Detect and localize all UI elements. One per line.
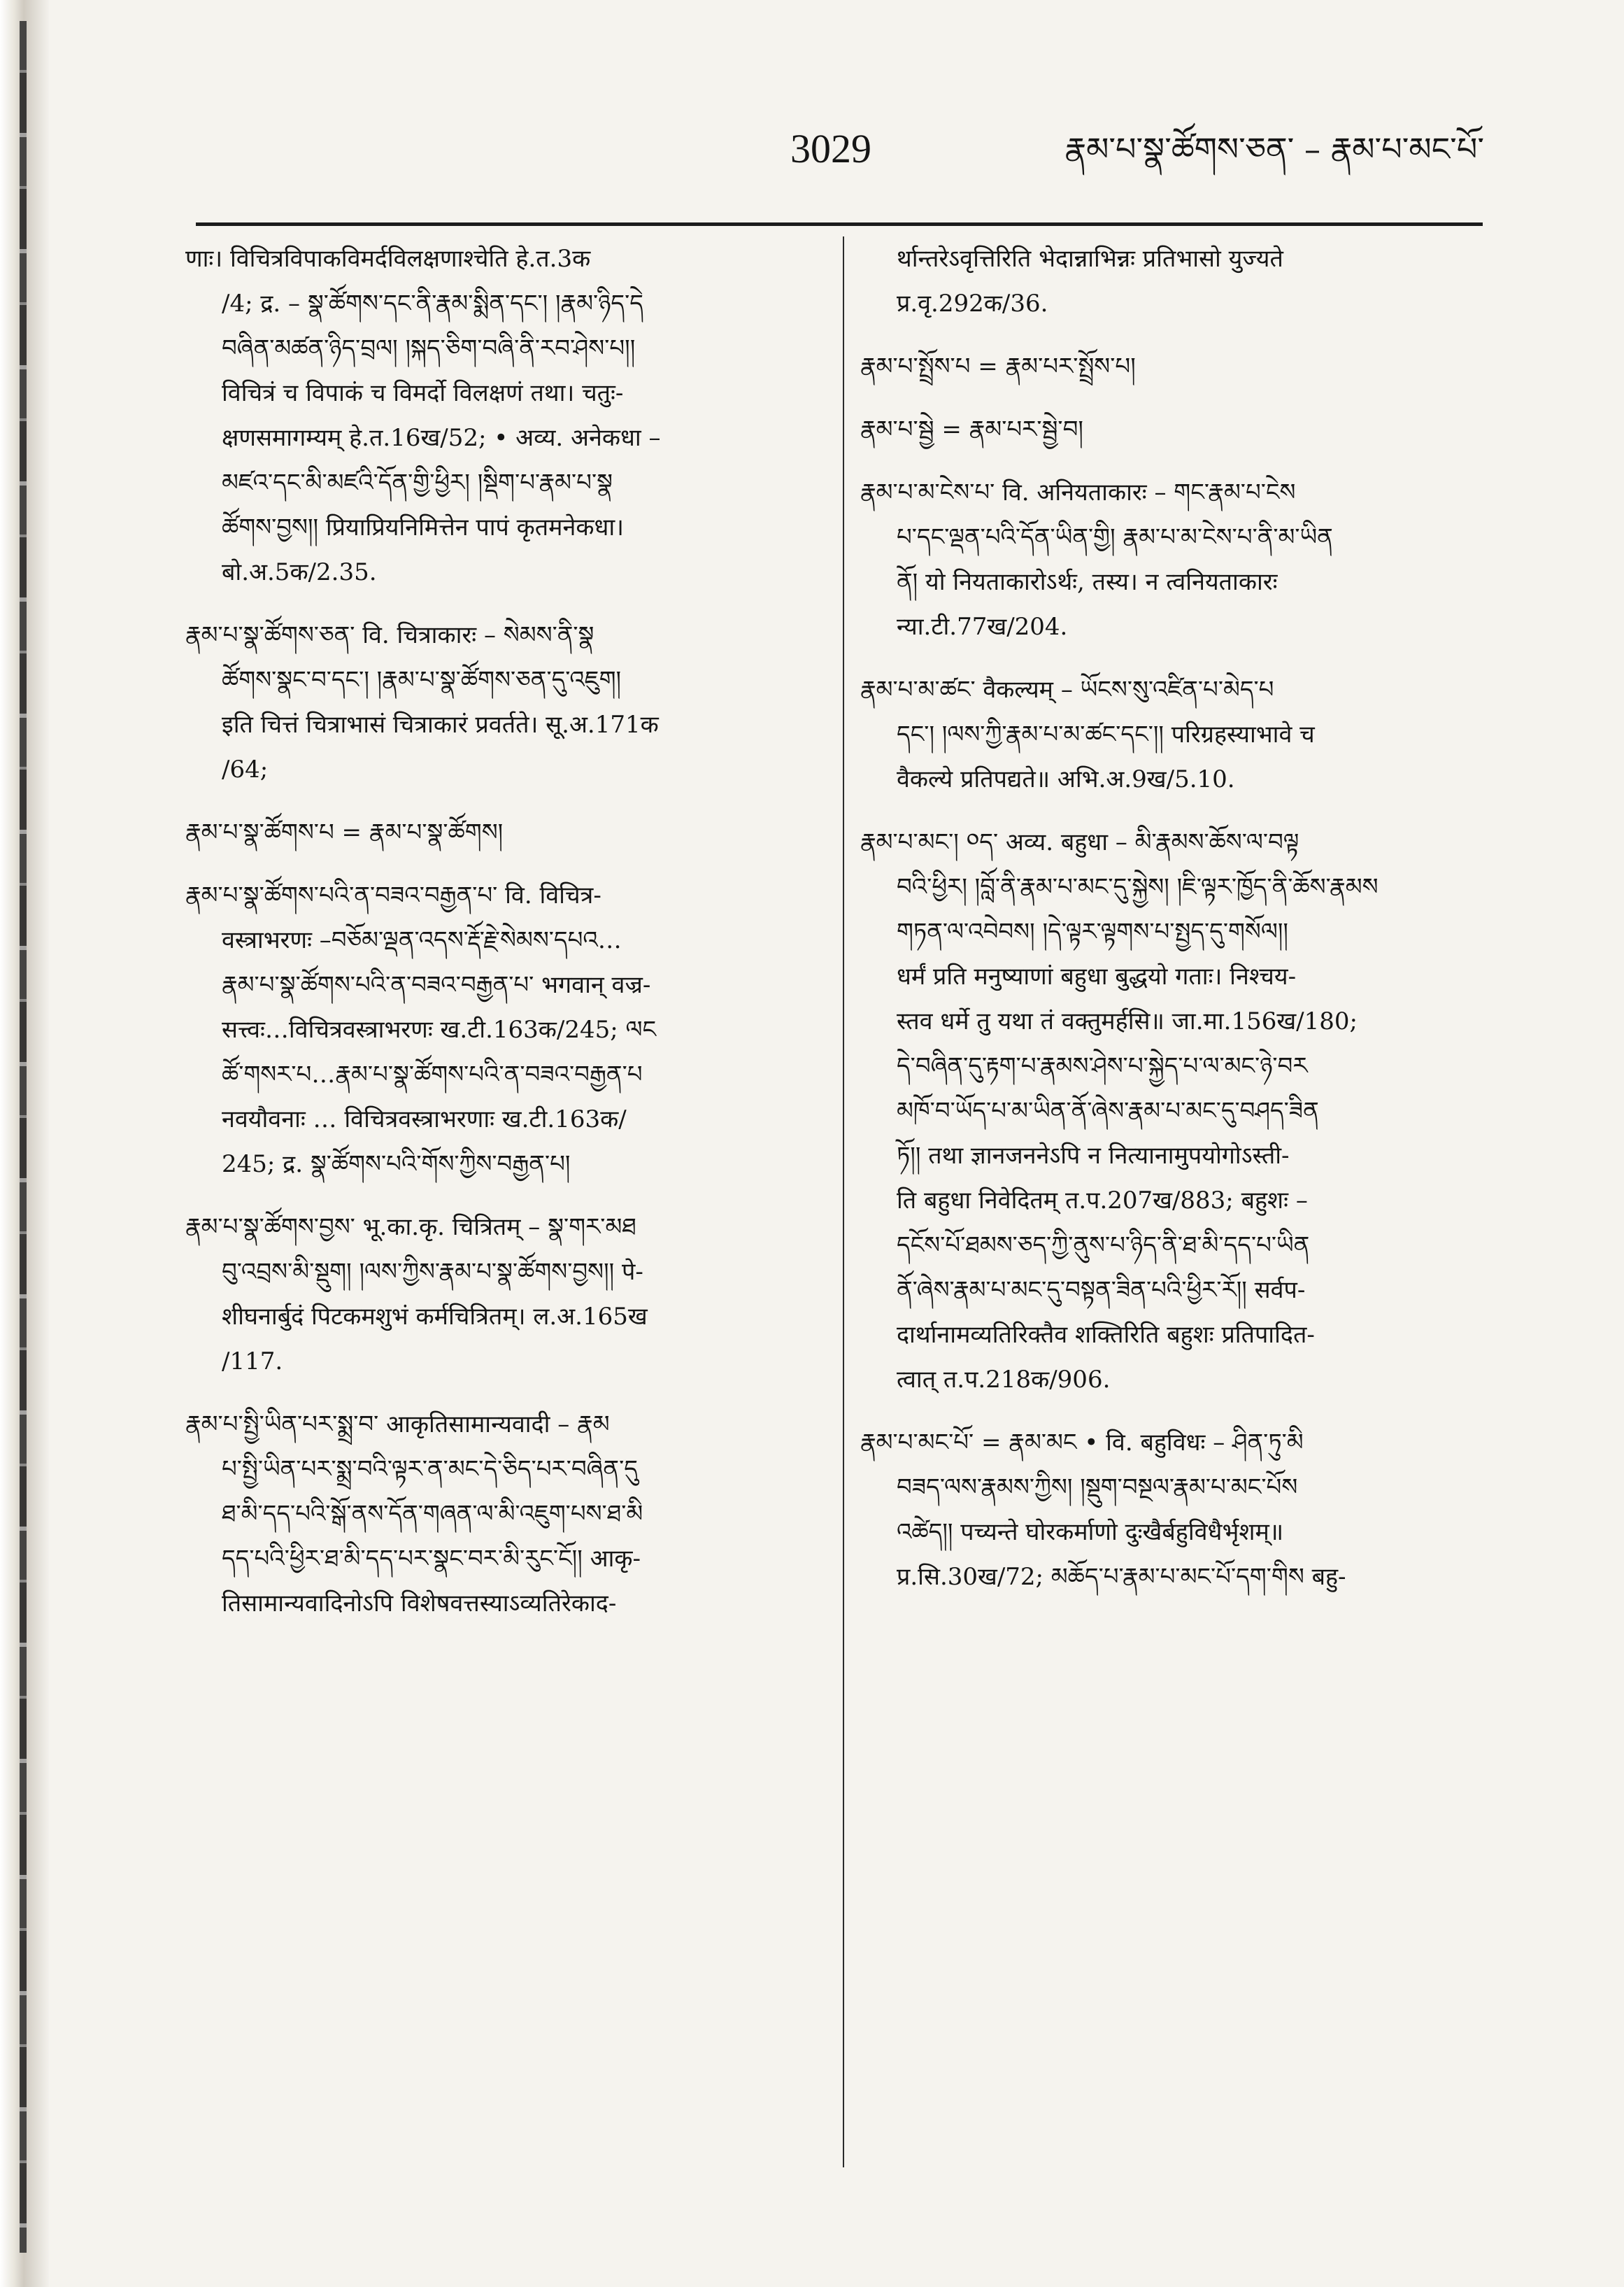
entry-line: दार्थानामव्यतिरिक्तैव शक्तिरिति बहुशः प्रतिपादित- <box>897 1321 1315 1349</box>
entry-line: དང་། །ལས་ཀྱི་རྣམ་པ་མ་ཚང་དང་།། परिग्रहस्याभावे च <box>897 721 1315 749</box>
binding-edge <box>0 0 49 2287</box>
entry-line: དེ་བཞིན་དུ་རྟག་པ་རྣམས་ཤེས་པ་སྐྱེད་པ་ལ་མང་ཉེ་བར <box>897 1052 1308 1080</box>
entry-line: པ་དང་ལྡན་པའི་དོན་ཡིན་གྱི། རྣམ་པ་མ་ངེས་པ་ནི་མ་ཡིན <box>897 523 1333 551</box>
running-head: རྣམ་པ་སྣ་ཚོགས་ཅན་ – རྣམ་པ་མང་པོ་ <box>1064 130 1484 168</box>
column-divider <box>843 236 844 2167</box>
entry-line: प्र.वृ.292क/36. <box>897 290 1048 318</box>
left-column <box>185 236 815 2230</box>
entry-line: རྣམ་པ་སྣ་ཚོགས་པའི་ན་བཟའ་བརྒྱན་པ་ भगवान् वज्र- <box>222 971 651 999</box>
entry-line: धर्मं प्रति मनुष्याणां बहुधा बुद्धयो गताः। निश्चय- <box>897 963 1297 991</box>
entry-line: བུ་འབྲས་མི་སྡུག། །ལས་ཀྱིས་རྣམ་པ་སྣ་ཚོགས་བྱས།། पे- <box>222 1258 643 1286</box>
entry-line: णाः। विचित्रविपाकविमर्दविलक्षणाश्चेति हे.त.3क <box>185 245 591 273</box>
entry-line: རྣམ་པ་མང་པོ་ = རྣམ་མང • वि. बहुविधः – ཤིན་ཏུ་མི <box>860 1429 1304 1457</box>
binding-margin-line <box>20 21 27 2253</box>
entry-line: ཚོགས་བྱས།། प्रियाप्रियनिमित्तेन पापं कृतमनेकधा। <box>222 514 625 541</box>
entry-line: རྣམ་པ་མང་། ༠ད་ अव्य. बहुधा – མི་རྣམས་ཆོས་ལ་བལྟ <box>860 828 1299 856</box>
entry-line: གཏན་ལ་འབེབས། །དེ་ལྟར་ལྟགས་པ་སྤྱད་དུ་གསོལ།། <box>897 918 1288 946</box>
entry-line: རྣམ་པ་མ་ངེས་པ་ वि. अनियताकारः – གང་རྣམ་པ་ངེས <box>860 479 1296 507</box>
entry-line: རྣམ་པ་སྣ་ཚོགས་བྱས་ भू.का.कृ. चित्रितम् – སྣ་གར་མཐ <box>185 1213 636 1241</box>
entry-line: དད་པའི་ཕྱིར་ཐ་མི་དད་པར་སྣང་བར་མི་རུང་ངོ།། आकृ- <box>222 1545 641 1573</box>
entry-line: क्षणसमागम्यम् हे.त.16ख/52; • अव्य. अनेकधा – <box>222 424 661 452</box>
entry-line: 245; द्र. སྣ་ཚོགས་པའི་གོས་ཀྱིས་བརྒྱན་པ། <box>222 1150 571 1178</box>
entry-line: ཐ་མི་དད་པའི་སྒོ་ནས་དོན་གཞན་ལ་མི་འཇུག་པས་ཐ་མི <box>222 1500 643 1528</box>
entry-line: བའི་ཕྱིར། །བློ་ནི་རྣམ་པ་མང་དུ་སྐྱེས། །ཇི་ལྟར་ཁྱོད་ནི་ཆོས་རྣམས <box>897 873 1379 901</box>
entry-line: वैकल्ये प्रतिपद्यते॥ अभि.अ.9ख/5.10. <box>897 765 1235 793</box>
entry-line: རྣམ་པ་མ་ཚང་ वैकल्यम् – ཡོངས་སུ་འཛིན་པ་མེད་པ <box>860 676 1274 704</box>
entry-line: तिसामान्यवादिनोऽपि विशेषवत्तस्याऽव्यतिरेकाद- <box>222 1589 617 1617</box>
entry-line: པ་སྤྱི་ཡིན་པར་སྨྲ་བའི་ལྟར་ན་མང་དེ་ཅིད་པར་བཞིན་དུ <box>222 1455 638 1483</box>
entry-line: सत्त्वः…विचित्रवस्त्राभरणः ख.टी.163क/245; ལང <box>222 1016 657 1044</box>
entry-line: वस्त्राभरणः –བཅོམ་ལྡན་འདས་རྡོ་རྗེ་སེམས་དཔའ… <box>222 926 622 954</box>
entry-line: शीघनार्बुदं पिटकमशुभं कर्मचित्रितम्। ल.अ.165ख <box>222 1303 648 1331</box>
header-rule <box>196 222 1483 226</box>
page-header <box>196 125 1484 174</box>
entry-line: རྣམ་པ་སྦྱེ = རྣམ་པར་སྦྱེ་བ། <box>860 416 1083 444</box>
entry-line: མཛའ་དང་མི་མཛའི་དོན་གྱི་ཕྱིར། །སྡིག་པ་རྣམ་པ་སྣ <box>222 469 613 497</box>
entry-line: ནོ། यो नियताकारोऽर्थः, तस्य। न त्वनियताकारः <box>897 568 1278 596</box>
entry-line: /4; द्र. – སྣ་ཚོགས་དང་ནི་རྣམ་སྨིན་དང་། །རྣམ་ཉིད་དེ <box>222 290 643 318</box>
entry-line: རྣམ་པ་སྣ་ཚོགས་ཅན་ वि. चित्राकारः – སེམས་ནི་སྣ <box>185 621 594 649</box>
entry-line: རྣམ་པ་སྤྱི་ཡིན་པར་སྨྲ་བ་ आकृतिसामान्यवादी – རྣམ <box>185 1410 610 1438</box>
entry-line: न्या.टी.77ख/204. <box>897 613 1068 641</box>
entry-line: इति चित्तं चित्राभासं चित्राकारं प्रवर्तते। सू.अ.171क <box>222 711 659 739</box>
entry-line: དངོས་པོ་ཐམས་ཅད་ཀྱི་ནུས་པ་ཉིད་ནི་ཐ་མི་དད་པ་ཡིན <box>897 1231 1310 1259</box>
entry-line: नवयौवनाः … विचित्रवस्त्राभरणाः ख.टी.163क/ <box>222 1105 627 1133</box>
entry-line: /117. <box>222 1347 283 1375</box>
right-column <box>860 236 1490 2230</box>
entry-line: र्थान्तरेऽवृत्तिरिति भेदान्नाभिन्नः प्रतिभासो युज्यते <box>897 245 1283 273</box>
entry-line: त्वात् त.प.218क/906. <box>897 1366 1111 1394</box>
entry-line: མཁོ་བ་ཡོད་པ་མ་ཡིན་ནོ་ཞེས་རྣམ་པ་མང་དུ་བཤད་ཟིན <box>897 1097 1319 1125</box>
entry-line: ཚོ་གསར་པ…རྣམ་པ་སྣ་ཚོགས་པའི་ན་བཟའ་བརྒྱན་པ <box>222 1061 643 1089</box>
entry-line: प्र.सि.30ख/72; མཆོད་པ་རྣམ་པ་མང་པོ་དག་གིས बहु- <box>897 1563 1346 1591</box>
entry-line: विचित्रं च विपाकं च विमर्दो विलक्षणं तथा। चतुः- <box>222 379 624 407</box>
entry-line: བཞིན་མཚན་ཉིད་བྲལ། །སྐད་ཅིག་བཞི་ནི་རབ་ཤེས་པ།། <box>222 334 636 362</box>
entry-line: རྣམ་པ་སྣ་ཚོགས་པ = རྣམ་པ་སྣ་ཚོགས། <box>185 819 504 847</box>
page-number: 3029 <box>790 126 871 171</box>
entry-line: འཚེད།། पच्यन्ते घोरकर्माणो दुःखैर्बहुविधैर्भृशम्॥ <box>897 1518 1284 1546</box>
entry-line: ཚོགས་སྣང་བ་དང་། །རྣམ་པ་སྣ་ཚོགས་ཅན་དུ་འཇུག། <box>222 666 622 694</box>
entry-line: བཟད་ལས་རྣམས་ཀྱིས། །སྡུག་བསྔལ་རྣམ་པ་མང་པོས <box>897 1473 1298 1501</box>
entry-line: /64; <box>222 756 269 784</box>
entry-line: बो.अ.5क/2.35. <box>222 558 377 586</box>
entry-line: ति बहुधा निवेदितम् त.प.207ख/883; बहुशः – <box>897 1187 1308 1215</box>
entry-line: ནོ་ཞེས་རྣམ་པ་མང་དུ་བསྟན་ཟིན་པའི་ཕྱིར་རོ།། सर्वप- <box>897 1276 1306 1304</box>
entry-line: स्तव धर्मे तु यथा तं वक्तुमर्हसि॥ जा.मा.156ख/180; <box>897 1007 1358 1035</box>
entry-line: ཏོ།། तथा ज्ञानजननेऽपि न नित्यानामुपयोगोऽस्ती- <box>897 1142 1290 1170</box>
entry-line: རྣམ་པ་སྤྲོས་པ = རྣམ་པར་སྤྲོས་པ། <box>860 353 1136 381</box>
entry-line: རྣམ་པ་སྣ་ཚོགས་པའི་ན་བཟའ་བརྒྱན་པ་ वि. विचित्र- <box>185 881 601 909</box>
